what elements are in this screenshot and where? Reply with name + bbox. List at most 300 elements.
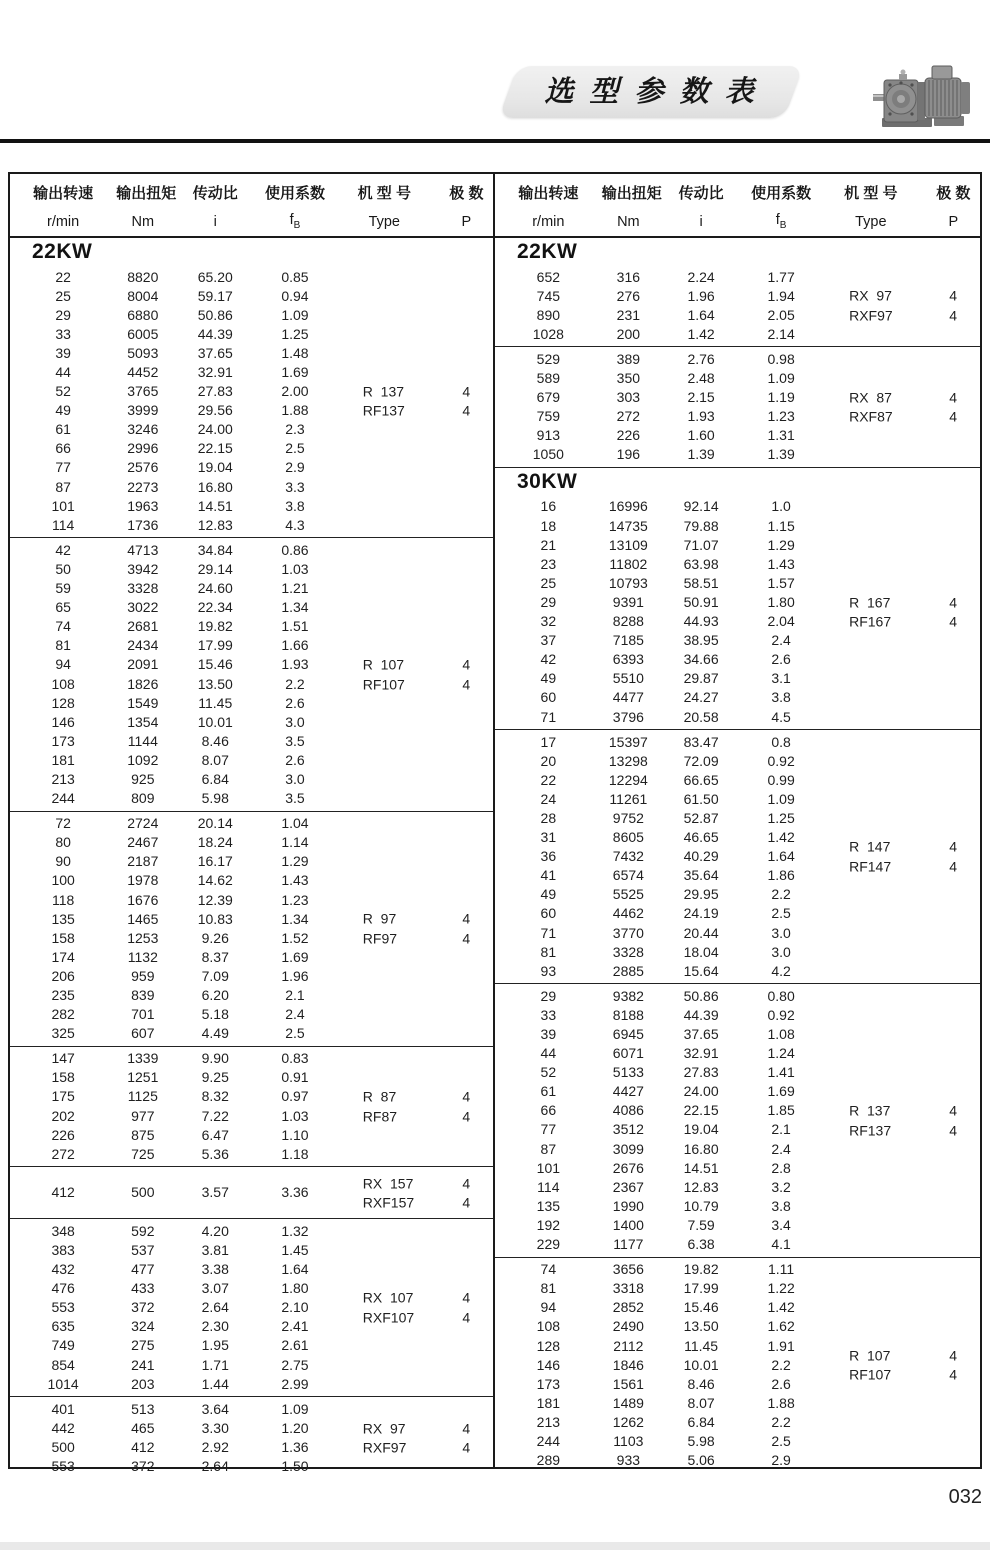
output-speed-cell: 33 — [55, 325, 71, 342]
ratio-cell: 20.58 — [683, 708, 719, 725]
output-speed-cell: 206 — [51, 967, 75, 984]
model-type: RF167 — [849, 613, 892, 630]
table-row — [10, 731, 493, 750]
service-factor-cell: 1.10 — [281, 1126, 309, 1143]
output-torque-cell: 1251 — [127, 1069, 159, 1086]
output-torque-cell: 1339 — [127, 1050, 159, 1067]
service-factor-cell: 2.4 — [285, 1006, 305, 1023]
output-speed-cell: 913 — [536, 427, 561, 444]
service-factor-cell: 1.29 — [767, 536, 795, 553]
service-factor-cell: 1.96 — [281, 967, 309, 984]
service-factor-cell: 0.92 — [767, 752, 795, 769]
table-row — [495, 904, 980, 923]
ratio-cell: 32.91 — [683, 1045, 719, 1062]
output-speed-cell: 93 — [540, 962, 557, 979]
table-row — [10, 1456, 493, 1475]
model-row — [815, 857, 980, 877]
output-speed-cell: 60 — [540, 689, 557, 706]
table-row — [495, 1063, 980, 1082]
output-torque-cell: 2434 — [127, 637, 159, 654]
output-torque-cell: 3328 — [612, 943, 644, 960]
output-torque-cell: 1103 — [613, 1432, 644, 1449]
column-header-unit: Nm — [131, 213, 155, 230]
ratio-cell: 24.60 — [197, 580, 233, 597]
output-torque-cell: 8004 — [127, 287, 159, 304]
service-factor-cell: 1.52 — [281, 929, 309, 946]
service-factor-cell: 1.80 — [281, 1280, 309, 1297]
output-speed-cell: 213 — [51, 770, 75, 787]
table-row — [495, 1005, 980, 1024]
table-row — [495, 650, 980, 669]
model-type: RX 157 — [362, 1175, 414, 1192]
pole-count: 4 — [462, 1108, 471, 1125]
output-torque-cell: 324 — [131, 1318, 155, 1335]
output-speed-cell: 652 — [536, 268, 561, 285]
output-speed-cell: 202 — [51, 1107, 75, 1124]
ratio-cell: 8.32 — [201, 1088, 229, 1105]
service-factor-cell: 2.6 — [285, 751, 305, 768]
output-torque-cell: 5510 — [612, 670, 644, 687]
output-speed-cell: 21 — [540, 536, 557, 553]
output-torque-cell: 607 — [131, 1025, 155, 1042]
service-factor-cell: 1.94 — [767, 287, 795, 304]
service-factor-cell: 1.43 — [767, 555, 795, 572]
output-torque-cell: 2676 — [612, 1159, 644, 1176]
data-block — [10, 1167, 493, 1219]
model-type: R 87 — [362, 1088, 397, 1105]
model-type: RF147 — [849, 858, 892, 875]
output-speed-cell: 61 — [540, 1083, 557, 1100]
ratio-cell: 11.45 — [198, 694, 233, 711]
table-row — [495, 1260, 980, 1279]
ratio-cell: 19.04 — [683, 1121, 719, 1138]
output-torque-cell: 11802 — [609, 555, 648, 572]
service-factor-cell: 0.83 — [281, 1050, 309, 1067]
output-torque-cell: 15397 — [608, 733, 648, 750]
output-torque-cell: 5093 — [127, 344, 159, 361]
output-speed-cell: 39 — [540, 1026, 557, 1043]
table-row — [10, 515, 493, 534]
output-torque-cell: 3942 — [127, 560, 159, 577]
output-torque-cell: 4462 — [612, 905, 644, 922]
output-speed-cell: 81 — [540, 1280, 557, 1297]
ratio-cell: 1.96 — [687, 287, 715, 304]
model-type: RX 97 — [362, 1420, 406, 1437]
service-factor-cell: 1.23 — [281, 891, 309, 908]
table-row — [495, 516, 980, 535]
output-torque-cell: 372 — [131, 1457, 155, 1474]
output-torque-cell: 3099 — [612, 1140, 644, 1157]
service-factor-cell: 1.50 — [281, 1457, 309, 1474]
ratio-cell: 18.04 — [683, 943, 719, 960]
output-torque-cell: 16996 — [608, 498, 648, 515]
service-factor-cell: 0.85 — [281, 268, 309, 285]
output-speed-cell: 1014 — [47, 1375, 79, 1392]
service-factor-cell: 2.2 — [771, 1356, 791, 1373]
output-torque-cell: 226 — [616, 427, 641, 444]
table-column-left — [10, 238, 493, 1479]
model-type: R 137 — [849, 1102, 891, 1119]
ratio-cell: 66.65 — [683, 771, 719, 788]
ratio-cell: 50.86 — [683, 987, 719, 1004]
output-torque-cell: 1354 — [127, 713, 159, 730]
output-torque-cell: 203 — [131, 1375, 155, 1392]
output-speed-cell: 42 — [55, 541, 71, 558]
table-row — [10, 286, 493, 305]
ratio-cell: 7.59 — [687, 1216, 715, 1233]
ratio-cell: 15.64 — [683, 962, 719, 979]
output-speed-cell: 854 — [51, 1356, 75, 1373]
model-type: RXF97 — [849, 307, 893, 324]
table-row — [495, 986, 980, 1005]
pole-count: 4 — [949, 389, 958, 406]
table-row — [495, 1412, 980, 1431]
output-torque-cell: 303 — [616, 389, 641, 406]
model-row — [815, 612, 980, 632]
output-speed-cell: 24 — [540, 790, 557, 807]
ratio-cell: 14.62 — [197, 872, 233, 889]
table-row — [10, 769, 493, 788]
model-row — [329, 1087, 493, 1107]
table-row — [495, 1082, 980, 1101]
output-speed-cell: 87 — [540, 1140, 557, 1157]
service-factor-cell: 2.6 — [771, 1375, 791, 1392]
service-factor-cell: 1.03 — [281, 1107, 309, 1124]
output-speed-cell: 412 — [51, 1184, 75, 1201]
output-speed-cell: 158 — [51, 929, 75, 946]
table-row — [10, 947, 493, 966]
header-divider-rule — [0, 139, 990, 143]
table-row — [495, 961, 980, 980]
output-torque-cell: 1132 — [127, 948, 158, 965]
table-row — [495, 1317, 980, 1336]
output-torque-cell: 6880 — [127, 306, 159, 323]
output-speed-cell: 348 — [51, 1222, 75, 1239]
table-row — [495, 497, 980, 516]
output-torque-cell: 9752 — [612, 809, 644, 826]
column-header-label: 极 数 — [449, 185, 484, 202]
service-factor-cell: 1.09 — [281, 306, 309, 323]
ratio-cell: 3.30 — [201, 1419, 229, 1436]
output-speed-cell: 29 — [540, 593, 557, 610]
ratio-cell: 5.18 — [201, 1006, 229, 1023]
service-factor-cell: 2.4 — [771, 632, 791, 649]
ratio-cell: 1.39 — [687, 446, 715, 463]
ratio-cell: 15.46 — [683, 1299, 719, 1316]
service-factor-cell: 1.69 — [281, 364, 309, 381]
output-speed-cell: 25 — [540, 574, 557, 591]
data-block — [10, 1047, 493, 1168]
power-rating-title: 30KW — [517, 469, 578, 493]
service-factor-cell: 1.64 — [281, 1261, 309, 1278]
output-torque-cell: 2885 — [612, 962, 644, 979]
gear-motor-image — [872, 58, 974, 132]
model-row — [329, 382, 493, 402]
model-type: RF97 — [362, 930, 398, 947]
output-torque-cell: 6071 — [612, 1045, 644, 1062]
service-factor-cell: 1.80 — [767, 593, 795, 610]
output-torque-cell: 2490 — [612, 1318, 644, 1335]
table-row — [10, 458, 493, 477]
model-row — [815, 1365, 980, 1385]
output-speed-cell: 553 — [51, 1299, 75, 1316]
model-type: R 107 — [362, 656, 405, 673]
column-header-label: 极 数 — [936, 185, 971, 202]
ratio-cell: 19.82 — [197, 618, 233, 635]
model-type: RF137 — [849, 1122, 892, 1139]
model-row — [329, 929, 493, 949]
model-type: RXF87 — [849, 408, 893, 425]
output-speed-cell: 229 — [536, 1236, 561, 1253]
service-factor-cell: 1.03 — [281, 560, 309, 577]
model-type-labels — [815, 286, 980, 325]
output-speed-cell: 118 — [51, 891, 75, 908]
model-type: RXF157 — [362, 1194, 415, 1211]
ratio-cell: 8.46 — [201, 732, 229, 749]
table-row — [495, 426, 980, 445]
ratio-cell: 29.14 — [197, 560, 233, 577]
ratio-cell: 20.44 — [683, 924, 719, 941]
model-type-labels — [329, 1418, 493, 1457]
output-speed-cell: 529 — [536, 350, 561, 367]
output-torque-cell: 2852 — [612, 1299, 644, 1316]
output-speed-cell: 890 — [536, 306, 561, 323]
data-block — [495, 265, 980, 347]
output-torque-cell: 2724 — [127, 815, 159, 832]
model-type-labels — [815, 1101, 980, 1140]
output-speed-cell: 22 — [540, 771, 557, 788]
pole-count: 4 — [949, 594, 958, 611]
ratio-cell: 24.19 — [683, 905, 719, 922]
table-row — [495, 1024, 980, 1043]
output-speed-cell: 114 — [537, 1178, 560, 1195]
output-speed-cell: 101 — [536, 1159, 561, 1176]
service-factor-cell: 2.1 — [771, 1121, 791, 1138]
output-speed-cell: 32 — [540, 613, 557, 630]
model-row — [815, 1120, 980, 1140]
output-torque-cell: 9382 — [612, 987, 644, 1004]
service-factor-cell: 1.09 — [281, 1400, 309, 1417]
pole-count: 4 — [462, 1420, 471, 1437]
ratio-cell: 29.87 — [683, 670, 719, 687]
output-torque-cell: 1826 — [127, 675, 159, 692]
service-factor-cell: 2.2 — [285, 675, 305, 692]
output-speed-cell: 29 — [55, 306, 71, 323]
ratio-cell: 27.83 — [197, 383, 233, 400]
table-row — [10, 559, 493, 578]
service-factor-cell: 3.5 — [285, 790, 305, 807]
table-row — [495, 669, 980, 688]
output-speed-cell: 101 — [51, 497, 75, 514]
output-speed-cell: 114 — [51, 516, 75, 533]
column-header-unit: i — [213, 213, 217, 230]
ratio-cell: 24.00 — [683, 1083, 719, 1100]
output-torque-cell: 272 — [616, 408, 641, 425]
service-factor-cell: 3.3 — [285, 478, 305, 495]
output-speed-cell: 41 — [540, 867, 557, 884]
column-header — [495, 174, 980, 238]
service-factor-cell: 2.05 — [767, 306, 795, 323]
service-factor-cell: 1.25 — [281, 325, 309, 342]
pole-count: 4 — [462, 402, 471, 419]
service-factor-cell: 3.36 — [281, 1184, 309, 1201]
output-speed-cell: 20 — [540, 752, 557, 769]
ratio-cell: 1.93 — [687, 408, 715, 425]
output-torque-cell: 1125 — [127, 1088, 158, 1105]
table-row — [10, 267, 493, 286]
ratio-cell: 9.90 — [201, 1050, 229, 1067]
output-speed-cell: 36 — [540, 848, 557, 865]
model-row — [815, 1346, 980, 1366]
output-torque-cell: 433 — [131, 1280, 155, 1297]
output-torque-cell: 725 — [131, 1145, 155, 1162]
ratio-cell: 10.01 — [683, 1356, 719, 1373]
output-torque-cell: 1990 — [612, 1197, 644, 1214]
model-type: RF107 — [849, 1366, 892, 1383]
ratio-cell: 1.71 — [201, 1356, 229, 1373]
ratio-cell: 29.56 — [197, 402, 233, 419]
ratio-cell: 11.45 — [684, 1337, 719, 1354]
ratio-cell: 1.64 — [687, 306, 715, 323]
ratio-cell: 5.06 — [687, 1452, 715, 1469]
table-row — [495, 573, 980, 592]
data-block — [495, 347, 980, 468]
output-torque-cell: 8288 — [612, 613, 644, 630]
ratio-cell: 22.15 — [197, 440, 233, 457]
table-row — [495, 1044, 980, 1063]
table-row — [10, 324, 493, 343]
output-torque-cell: 9391 — [612, 593, 644, 610]
pole-count: 4 — [462, 656, 471, 673]
data-block — [10, 812, 493, 1047]
ratio-cell: 3.57 — [201, 1184, 229, 1201]
ratio-cell: 44.93 — [683, 613, 719, 630]
ratio-cell: 32.91 — [197, 364, 233, 381]
model-type-labels — [329, 1288, 493, 1327]
data-block — [495, 730, 980, 984]
output-torque-cell: 200 — [616, 325, 641, 342]
table-row — [495, 349, 980, 368]
service-factor-cell: 2.04 — [767, 613, 795, 630]
output-torque-cell: 276 — [616, 287, 641, 304]
service-factor-cell: 3.0 — [285, 770, 305, 787]
output-torque-cell: 3656 — [612, 1261, 644, 1278]
ratio-cell: 3.81 — [201, 1241, 229, 1258]
ratio-cell: 6.20 — [201, 987, 229, 1004]
output-speed-cell: 71 — [540, 924, 557, 941]
column-header-unit: $f_B$ — [289, 212, 301, 231]
output-speed-cell: 181 — [536, 1394, 561, 1411]
ratio-cell: 2.64 — [201, 1299, 229, 1316]
output-torque-cell: 1676 — [127, 891, 159, 908]
table-row — [495, 1158, 980, 1177]
service-factor-cell: 1.18 — [281, 1145, 309, 1162]
output-speed-cell: 31 — [540, 829, 557, 846]
output-torque-cell: 231 — [616, 306, 641, 323]
output-speed-cell: 226 — [51, 1126, 75, 1143]
service-factor-cell: 0.98 — [767, 350, 795, 367]
output-torque-cell: 12294 — [608, 771, 648, 788]
model-type-labels — [329, 382, 493, 421]
ratio-cell: 6.84 — [687, 1413, 715, 1430]
output-torque-cell: 372 — [131, 1299, 155, 1316]
output-speed-cell: 49 — [540, 670, 557, 687]
ratio-cell: 4.49 — [201, 1025, 229, 1042]
service-factor-cell: 1.88 — [281, 402, 309, 419]
output-torque-cell: 875 — [131, 1126, 155, 1143]
model-type-labels — [815, 388, 980, 427]
output-speed-cell: 44 — [540, 1045, 557, 1062]
output-speed-cell: 635 — [51, 1318, 75, 1335]
service-factor-cell: 1.23 — [767, 408, 795, 425]
ratio-cell: 16.17 — [197, 853, 233, 870]
power-rating-title: 22KW — [32, 240, 93, 263]
title-banner — [499, 66, 804, 118]
model-type: RXF107 — [362, 1309, 415, 1326]
ratio-cell: 6.38 — [687, 1236, 715, 1253]
model-type: RX 97 — [849, 287, 892, 304]
output-speed-cell: 71 — [540, 708, 557, 725]
service-factor-cell: 2.5 — [285, 440, 305, 457]
pole-count: 4 — [949, 1102, 958, 1119]
ratio-cell: 17.99 — [197, 637, 233, 654]
table-row — [495, 1235, 980, 1254]
ratio-cell: 52.87 — [683, 809, 719, 826]
ratio-cell: 44.39 — [197, 325, 233, 342]
service-factor-cell: 2.6 — [771, 651, 791, 668]
column-header-unit: r/min — [532, 213, 565, 230]
output-speed-cell: 108 — [51, 675, 75, 692]
output-speed-cell: 383 — [51, 1241, 75, 1258]
table-row — [10, 1355, 493, 1374]
output-torque-cell: 5525 — [612, 886, 644, 903]
ratio-cell: 50.91 — [683, 593, 719, 610]
output-torque-cell: 13109 — [608, 536, 648, 553]
ratio-cell: 3.38 — [201, 1261, 229, 1278]
output-speed-cell: 679 — [536, 389, 561, 406]
output-torque-cell: 1736 — [127, 516, 159, 533]
ratio-cell: 5.98 — [687, 1432, 715, 1449]
output-speed-cell: 72 — [55, 815, 71, 832]
model-row — [329, 1193, 493, 1213]
output-torque-cell: 4086 — [612, 1102, 644, 1119]
ratio-cell: 18.24 — [197, 834, 233, 851]
ratio-cell: 15.46 — [197, 656, 233, 673]
model-row — [329, 401, 493, 421]
ratio-cell: 10.01 — [197, 713, 233, 730]
table-row — [10, 789, 493, 808]
output-torque-cell: 412 — [131, 1438, 155, 1455]
output-torque-cell: 196 — [616, 446, 641, 463]
table-row — [10, 1336, 493, 1355]
ratio-cell: 83.47 — [683, 733, 719, 750]
ratio-cell: 17.99 — [683, 1280, 719, 1297]
service-factor-cell: 0.91 — [281, 1069, 309, 1086]
model-type: R 147 — [849, 838, 891, 855]
model-row — [329, 655, 493, 675]
service-factor-cell: 2.75 — [281, 1356, 309, 1373]
output-speed-cell: 1050 — [532, 446, 564, 463]
model-row — [815, 388, 980, 408]
column-header-unit: Type — [368, 213, 400, 230]
output-speed-cell: 50 — [55, 560, 71, 577]
pole-count: 4 — [949, 1366, 958, 1383]
output-speed-cell: 500 — [51, 1438, 75, 1455]
ratio-cell: 8.46 — [687, 1375, 715, 1392]
table-row — [495, 1393, 980, 1412]
service-factor-cell: 2.41 — [281, 1318, 309, 1335]
model-row — [815, 306, 980, 326]
